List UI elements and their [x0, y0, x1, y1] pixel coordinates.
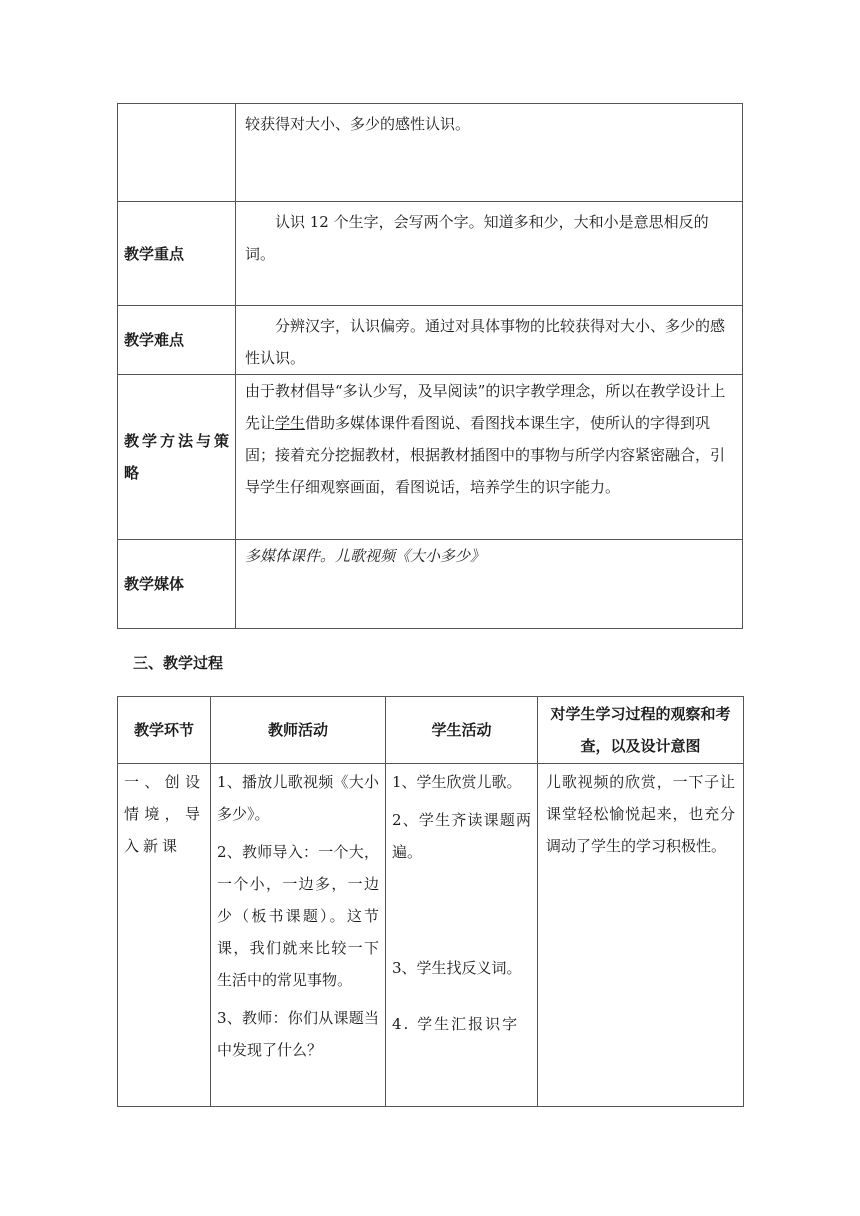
section-title: 三、教学过程 [133, 654, 224, 672]
methods-text-underlined: 学生 [275, 414, 306, 432]
student-step-4: 4. 学生汇报识字 [392, 1015, 520, 1033]
row-label-media: 教学媒体 [118, 540, 236, 629]
student-step-3: 3、学生找反义词。 [392, 959, 522, 977]
row-content-difficulties: 分辨汉字，认识偏旁。通过对具体事物的比较获得对大小、多少的感性认识。 [236, 306, 743, 375]
header-stage: 教学环节 [118, 697, 211, 764]
row-content-media: 多媒体课件。儿歌视频《大小多少》 [236, 540, 743, 629]
table-row [118, 202, 743, 306]
stage-cell: 一、创设情境，导入新课 [118, 764, 211, 1107]
row-label-difficulties: 教学难点 [118, 306, 236, 375]
row-label-key-points: 教学重点 [118, 202, 236, 306]
row-label [118, 104, 236, 202]
header-row [118, 697, 744, 764]
row-content-methods [236, 375, 743, 540]
teacher-step-3: 3、教师：你们从课题当中发现了什么？ [217, 1009, 379, 1059]
methods-text-pre: 由于教材倡导“多认少写，及早阅读”的识字教学理念，所以在教学设计上先让 [245, 382, 726, 432]
teacher-step-2: 2、教师导入：一个大，一个小，一边多，一边少（板书课题）。这节课，我们就来比较一下生活中的常见事物。 [217, 843, 379, 989]
table-row [118, 540, 743, 629]
row-content: 较获得对大小、多少的感性认识。 [236, 104, 743, 202]
row-label-methods: 教学方法与策略 [118, 375, 236, 540]
student-activity-cell [386, 764, 538, 1107]
header-student: 学生活动 [386, 697, 538, 764]
table-row [118, 306, 743, 375]
teacher-activity-cell [211, 764, 386, 1107]
teaching-process-table [117, 696, 744, 1107]
row-content-key-points: 认识 12 个生字，会写两个字。知道多和少，大和小是意思相反的词。 [236, 202, 743, 306]
header-observation: 对学生学习过程的观察和考查，以及设计意图 [538, 697, 744, 764]
student-step-2: 2、学生齐读课题两遍。 [392, 811, 531, 861]
table-row [118, 104, 743, 202]
table-row [118, 375, 743, 540]
student-step-1: 1、学生欣赏儿歌。 [392, 773, 522, 791]
header-teacher: 教师活动 [211, 697, 386, 764]
observation-cell: 儿歌视频的欣赏，一下子让课堂轻松愉悦起来，也充分调动了学生的学习积极性。 [538, 764, 744, 1107]
lesson-info-table [117, 103, 743, 629]
table-row [118, 764, 744, 1107]
teacher-step-1: 1、播放儿歌视频《大小多少》。 [217, 773, 379, 823]
methods-text-post: 借助多媒体课件看图说、看图找本课生字，使所认的字得到巩固；接着充分挖掘教材，根据教材插图中的事物与所学内容紧密融合，引导学生仔细观察画面，看图说话，培养学生的识字能力。 [245, 414, 726, 496]
